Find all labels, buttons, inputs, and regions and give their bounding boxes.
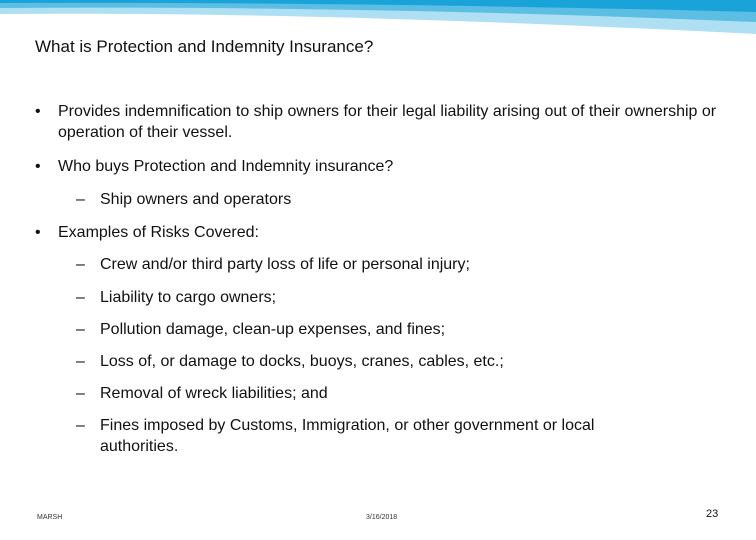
page-number: 23 — [706, 508, 719, 520]
footer-company: MARSH — [37, 514, 63, 521]
sub-bullet-text: Loss of, or damage to docks, buoys, cranes, cables, etc.; — [100, 353, 504, 370]
bullet-text: Who buys Protection and Indemnity insurance? — [58, 158, 394, 175]
sub-bullet-marker: – — [76, 321, 85, 338]
header-wave-band — [0, 0, 756, 34]
sub-bullet-marker: – — [76, 256, 85, 273]
sub-bullet-text: Removal of wreck liabilities; and — [100, 385, 328, 402]
bullet-marker: • — [35, 158, 41, 175]
sub-bullet-marker: – — [76, 385, 85, 402]
footer-date: 3/16/2018 — [366, 514, 398, 521]
slide-title: What is Protection and Indemnity Insurance? — [35, 37, 374, 56]
sub-bullet-marker: – — [76, 353, 85, 370]
sub-bullet-text: Liability to cargo owners; — [100, 289, 277, 306]
bullet-text: Provides indemnification to ship owners for their legal liability arising out of their ownership or operation of their vessel. — [58, 103, 717, 141]
sub-bullet-text: Crew and/or third party loss of life or personal injury; — [100, 256, 470, 273]
sub-bullet-text: Ship owners and operators — [100, 191, 292, 208]
bullet-marker: • — [35, 103, 41, 120]
sub-bullet-text: Fines imposed by Customs, Immigration, or other government or local authorities. — [100, 417, 595, 455]
sub-bullet-text: Pollution damage, clean-up expenses, and fines; — [100, 321, 446, 338]
bullet-marker: • — [35, 224, 41, 241]
sub-bullet-marker: – — [76, 191, 85, 208]
sub-bullet-marker: – — [76, 289, 85, 306]
bullet-text: Examples of Risks Covered: — [58, 224, 259, 241]
sub-bullet-marker: – — [76, 417, 85, 434]
